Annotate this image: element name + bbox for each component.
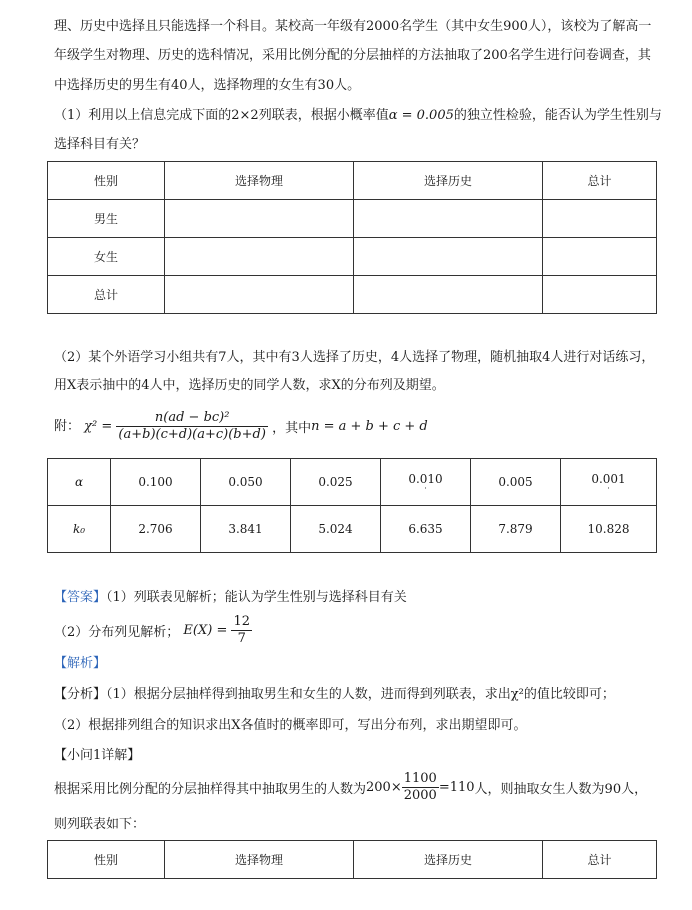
detail-fraction: [402, 771, 439, 804]
formula-suffix: ，其中: [272, 421, 312, 436]
alpha-label: α: [48, 459, 111, 506]
detail-expr-post: =110: [438, 780, 475, 795]
answer-part-1: （1）列联表见解析；能认为学生性别与选择科目有关: [106, 590, 407, 605]
formula-denominator: (a+b)(c+d)(a+c)(b+d): [118, 427, 266, 442]
detail-expr-pre: 200×: [366, 780, 402, 795]
table-cell: [165, 200, 354, 238]
q1-text-b: 的独立性检验，能否认为学生性别与: [453, 108, 662, 123]
question-1-line-2: 选择科目有关？: [54, 137, 146, 152]
formula-prefix: 附：: [54, 419, 81, 434]
analysis-line-1: [54, 685, 615, 705]
expectation-denominator: 7: [237, 631, 246, 646]
detail-numerator: 1100: [403, 771, 437, 786]
table-header: 选择历史: [354, 841, 543, 879]
table-row: [48, 238, 657, 276]
answer-line-1: [54, 588, 407, 608]
alpha-cell: 0.005: [471, 459, 561, 506]
answer-line-2: [54, 614, 252, 647]
paragraph-line-3: 中选择历史的男生有40人，选择物理的女生有30人。: [54, 78, 361, 93]
paragraph-line-1: 理、历史中选择且只能选择一个科目。某校高一年级有2000名学生（其中女生900人），该校为了解高一: [54, 19, 652, 34]
table-cell: [165, 276, 354, 314]
table-header: 选择物理: [165, 162, 354, 200]
table-header-row: [48, 841, 657, 879]
table-cell: 男生: [48, 200, 165, 238]
alpha-value-text: 0.010: [408, 472, 443, 486]
answer-part-2: （2）分布列见解析；: [54, 625, 180, 640]
table-cell: [165, 238, 354, 276]
table-cell: [543, 276, 657, 314]
question-2-line-2: 用X表示抽中的4人中，选择历史的同学人数，求X的分布列及期望。: [54, 378, 445, 393]
table-cell: 女生: [48, 238, 165, 276]
chi-square-formula: [54, 410, 428, 443]
table-row: [48, 200, 657, 238]
alpha-cell: [561, 459, 657, 506]
detail-denominator: 2000: [403, 788, 437, 803]
table-header-row: [48, 162, 657, 200]
table-row: [48, 276, 657, 314]
alpha-value-text: 0.001: [591, 472, 626, 486]
alpha-cell: [381, 459, 471, 506]
expectation-fraction: [231, 614, 252, 647]
analysis-line-2: （2）根据排列组合的知识求出X各值时的概率即可，写出分布列，求出期望即可。: [54, 718, 527, 733]
alpha-cell: 0.050: [201, 459, 291, 506]
alpha-cell: 0.025: [291, 459, 381, 506]
critical-value-table: [47, 458, 657, 553]
contingency-table-filled: [47, 840, 657, 879]
table-cell: 总计: [48, 276, 165, 314]
table-header: 性别: [48, 162, 165, 200]
q1-text-a: （1）利用以上信息完成下面的2×2列联表，根据小概率值: [54, 108, 389, 123]
k-cell: 10.828: [561, 506, 657, 553]
fenxi-text-1: （1）根据分层抽样得到抽取男生和女生的人数，进而得到列联表，求出χ²的值比较即可；: [106, 687, 615, 702]
table-header: 总计: [543, 841, 657, 879]
k-cell: 7.879: [471, 506, 561, 553]
table-cell: [354, 238, 543, 276]
formula-n-definition: n = a + b + c + d: [311, 419, 428, 434]
alpha-value: α = 0.005: [388, 108, 454, 123]
expectation-lhs: E(X) =: [183, 623, 228, 638]
table-cell: [543, 200, 657, 238]
table-row: [48, 459, 657, 506]
table-header: 选择物理: [165, 841, 354, 879]
k-label: k₀: [48, 506, 111, 553]
dot-mark: ·: [607, 484, 610, 493]
k-cell: 3.841: [201, 506, 291, 553]
k-cell: 5.024: [291, 506, 381, 553]
paragraph-line-2: 年级学生对物理、历史的选科情况，采用比例分配的分层抽样的方法抽取了200名学生进行问卷调查，其: [54, 48, 651, 63]
table-header: 性别: [48, 841, 165, 879]
k-cell: 6.635: [381, 506, 471, 553]
fenxi-tag: 【分析】: [54, 687, 107, 702]
answer-tag: 【答案】: [54, 590, 107, 605]
k-cell: 2.706: [111, 506, 201, 553]
detail-text-b: 人，则抽取女生人数为90人，: [474, 782, 648, 797]
question-2-line-1: （2）某个外语学习小组共有7人，其中有3人选择了历史，4人选择了物理，随机抽取4人进行对话练习，: [54, 350, 655, 365]
detail-line-1: [54, 771, 647, 804]
detail-tag: 【小问1详解】: [54, 748, 141, 763]
expectation-numerator: 12: [233, 614, 251, 629]
analysis-tag: 【解析】: [54, 656, 107, 671]
alpha-cell: 0.100: [111, 459, 201, 506]
formula-fraction: [116, 410, 268, 443]
formula-lhs: χ² =: [84, 419, 113, 434]
table-cell: [354, 276, 543, 314]
table-cell: [354, 200, 543, 238]
table-cell: [543, 238, 657, 276]
question-1-line-1: [54, 106, 662, 126]
table-row: [48, 506, 657, 553]
formula-numerator: n(ad − bc)²: [116, 410, 268, 427]
contingency-table-blank: [47, 161, 657, 314]
table-header: 选择历史: [354, 162, 543, 200]
detail-line-2: 则列联表如下：: [54, 817, 146, 832]
table-header: 总计: [543, 162, 657, 200]
dot-mark: ·: [424, 484, 427, 493]
detail-text-a: 根据采用比例分配的分层抽样得其中抽取男生的人数为: [54, 782, 367, 797]
